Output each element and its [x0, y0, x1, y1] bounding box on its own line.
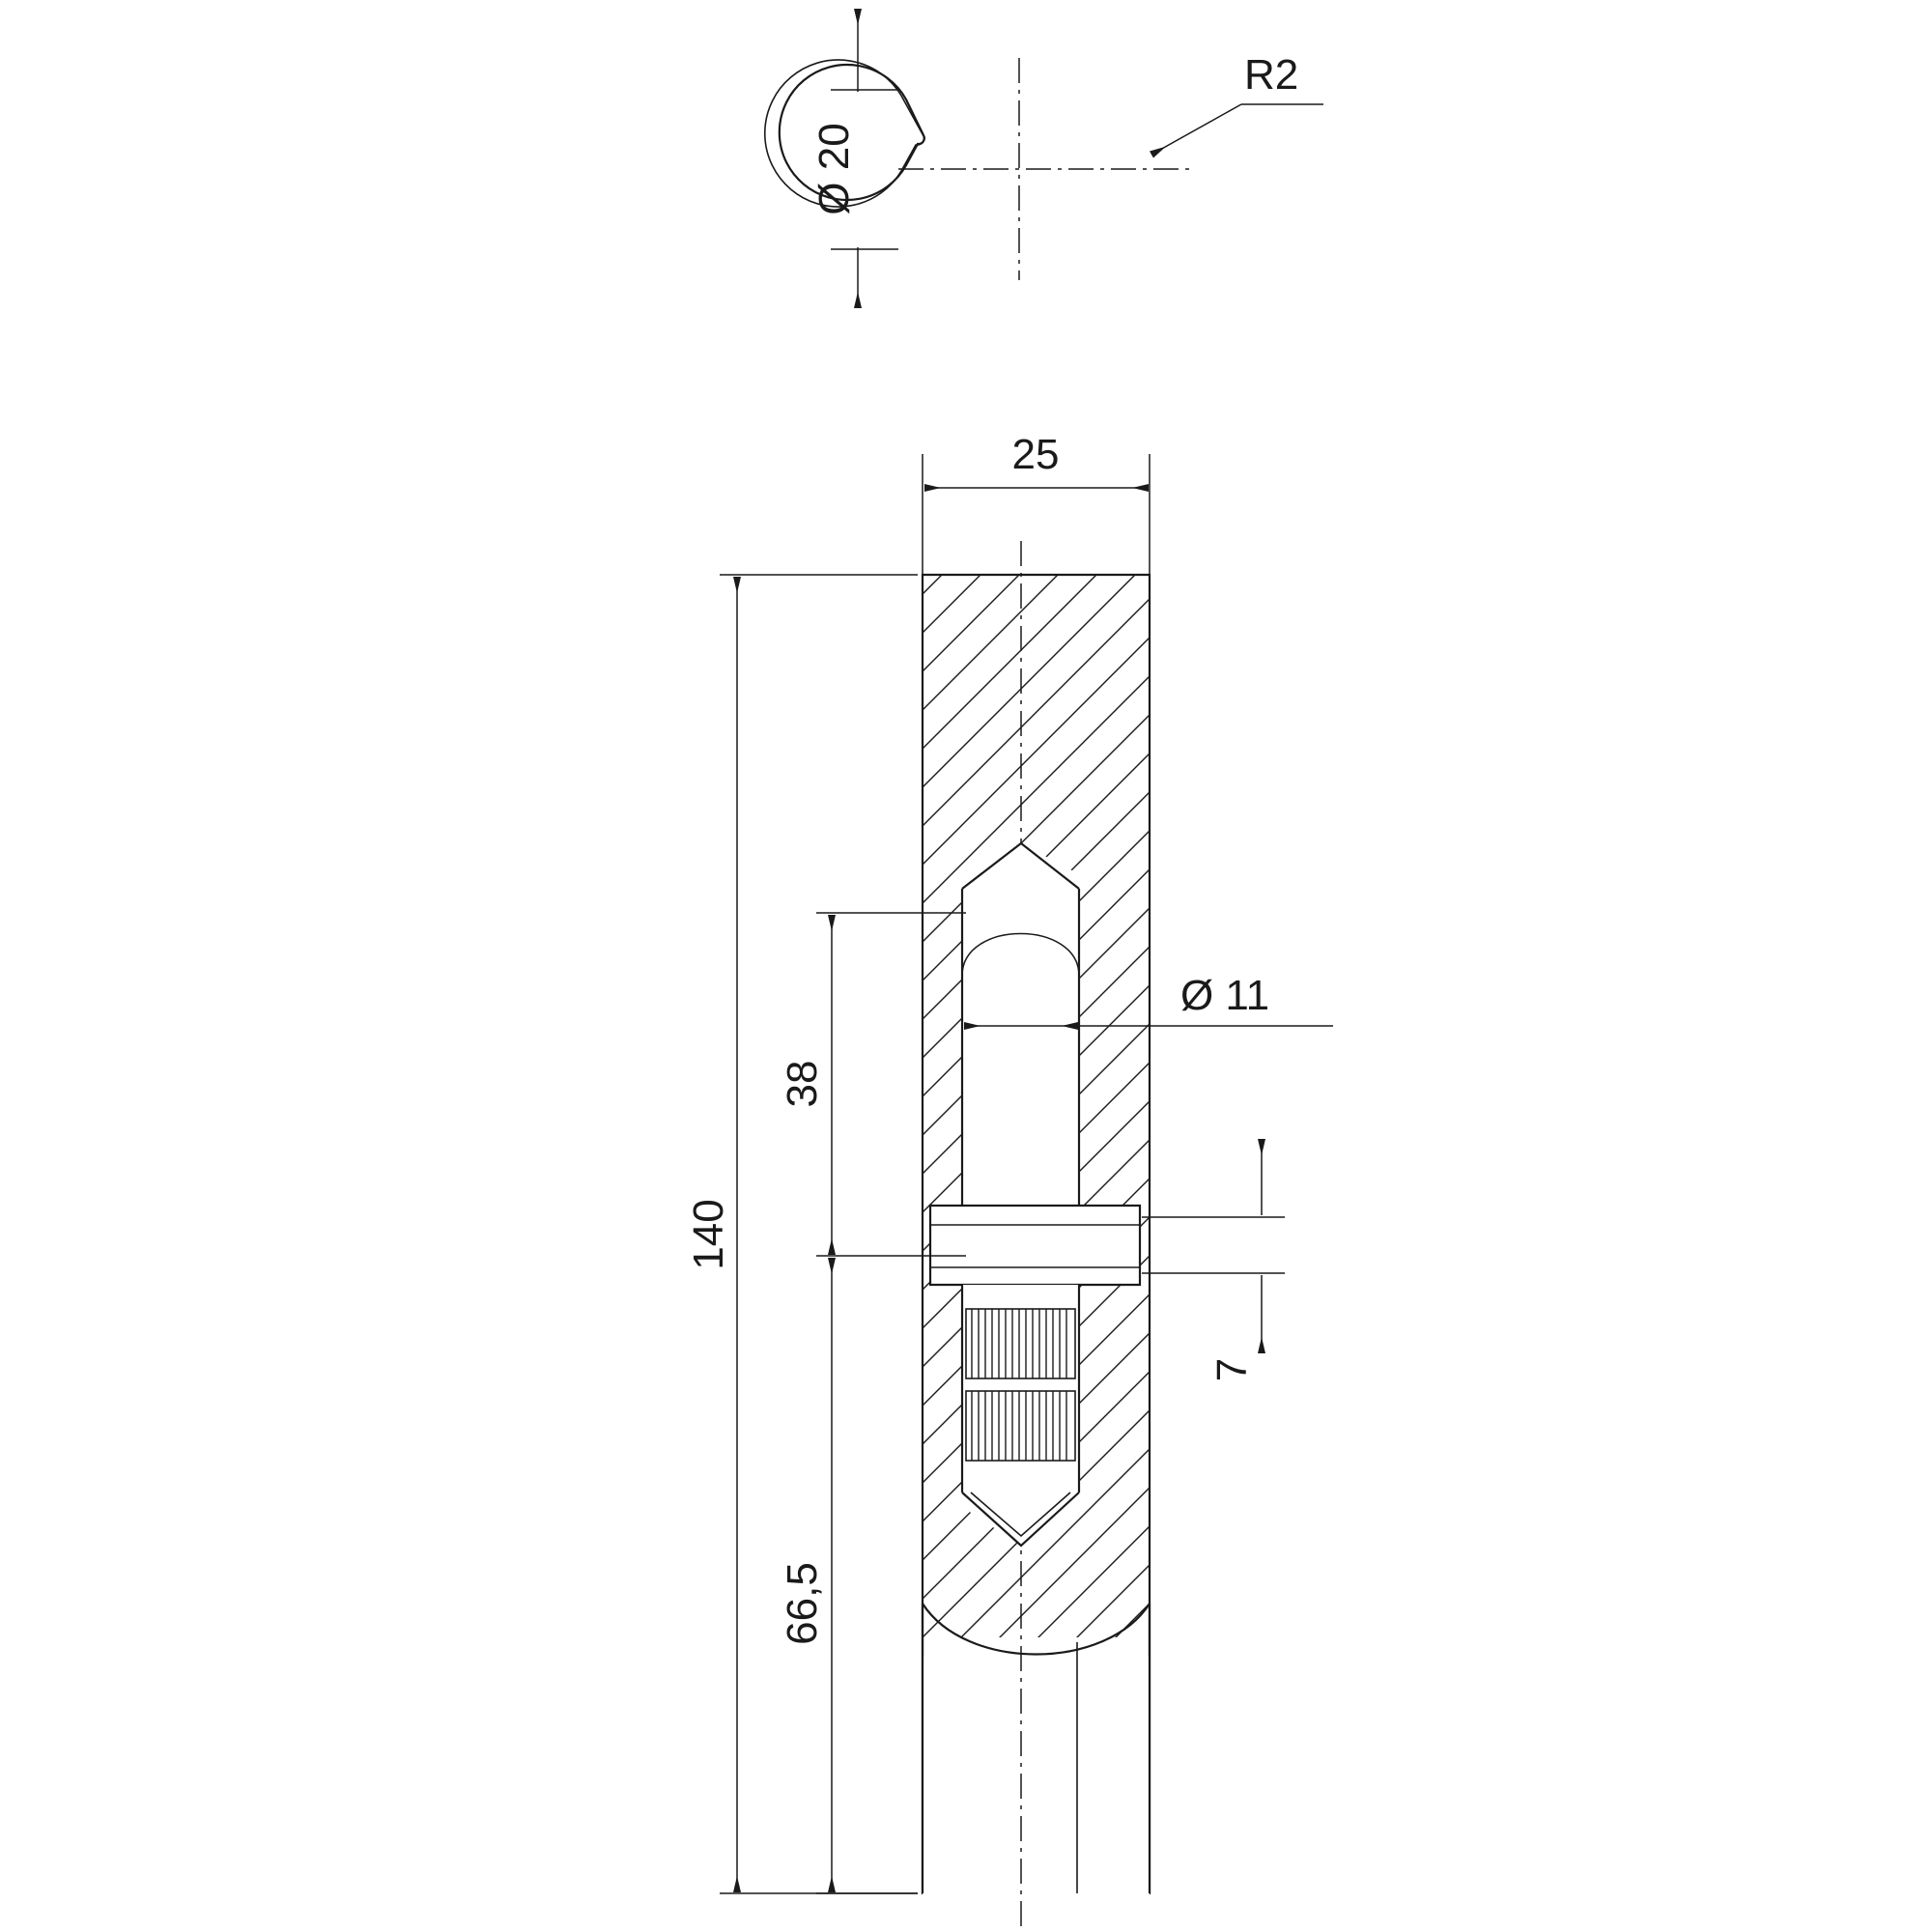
- hinge-section-view: [685, 357, 1333, 1932]
- knurl-band-lower: [966, 1391, 1075, 1461]
- pin-upper-fill: [962, 889, 1079, 1208]
- dia20-label: Ø 20: [810, 123, 858, 215]
- knurl-band-upper: [966, 1309, 1075, 1378]
- w25-label: 25: [1011, 431, 1060, 478]
- dimension-r2: [1151, 51, 1323, 155]
- teardrop-profile-view: [765, 10, 1323, 307]
- h665-label: 66,5: [779, 1562, 826, 1645]
- r2-label: R2: [1244, 51, 1299, 99]
- dia11-label: Ø 11: [1179, 972, 1270, 1019]
- collar-fill: [930, 1206, 1140, 1285]
- body-section-bottom-round: [923, 1604, 1150, 1655]
- h38-label: 38: [779, 1060, 826, 1108]
- lower-body-mask: [923, 1657, 1150, 1908]
- dimension-h140: [685, 575, 918, 1893]
- pin-tip-fill: [962, 843, 1079, 889]
- dimension-h665: [779, 1258, 918, 1893]
- dimension-w25: [923, 431, 1150, 580]
- h7-label: 7: [1208, 1357, 1256, 1382]
- r2-leader-line: [1151, 104, 1241, 155]
- dimension-h7: [1142, 1140, 1285, 1381]
- dimension-dia20: [810, 10, 898, 307]
- h140-label: 140: [685, 1199, 732, 1270]
